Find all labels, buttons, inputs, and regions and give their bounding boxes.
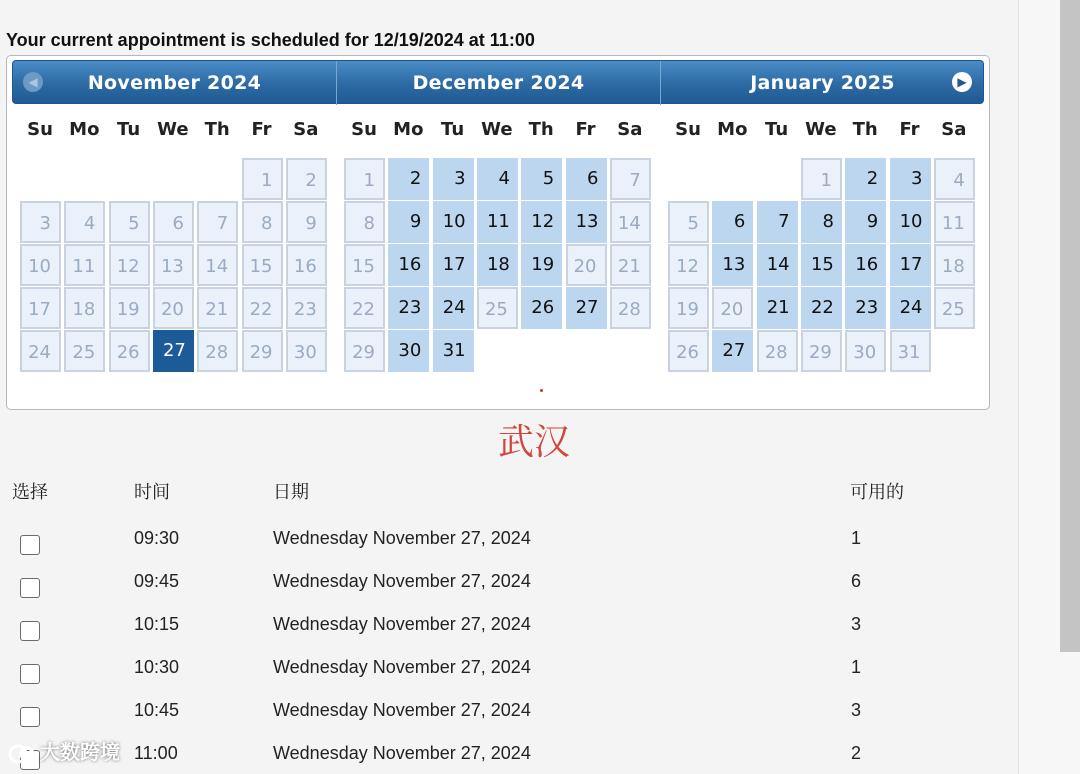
calendar-day[interactable]: 2	[388, 158, 429, 200]
calendar-day[interactable]: 18	[477, 244, 518, 286]
weekday-header-mo: Mo	[69, 119, 100, 140]
calendar-day[interactable]: 10	[433, 201, 474, 243]
weekday-header-we: We	[805, 119, 837, 140]
timeslot-available-count: 1	[851, 528, 862, 548]
calendar-day[interactable]: 11	[477, 201, 518, 243]
calendar-day: 3	[20, 201, 61, 243]
timeslot-time: 10:30	[134, 657, 180, 677]
weekday-header-su: Su	[351, 119, 377, 140]
weekday-header-tu: Tu	[117, 119, 141, 140]
timeslot-date: Wednesday November 27, 2024	[273, 571, 531, 591]
chevron-left-icon: ◀	[28, 75, 38, 89]
timeslot-checkbox[interactable]	[20, 578, 40, 598]
weekday-header-th: Th	[204, 119, 230, 140]
calendar-day: 28	[197, 330, 238, 372]
weekday-header-su: Su	[675, 119, 701, 140]
calendar-day: 18	[64, 287, 105, 329]
calendar-day: 29	[801, 330, 842, 372]
month-title-november: November 2024	[87, 72, 262, 94]
weekday-header-fr: Fr	[251, 119, 272, 140]
calendar-day: 23	[286, 287, 327, 329]
current-appointment-text: Your current appointment is scheduled for 12/19/2024 at 11:00	[6, 30, 535, 50]
calendar-day: 25	[477, 287, 518, 329]
calendar-day: 25	[64, 330, 105, 372]
calendar-day: 6	[153, 201, 194, 243]
column-header-select: 选择	[12, 482, 48, 503]
calendar-day: 21	[610, 244, 651, 286]
calendar-day: 2	[286, 158, 327, 200]
calendar-day: 26	[668, 330, 709, 372]
timeslot-row	[0, 518, 1000, 561]
timeslot-available-count: 3	[851, 614, 862, 634]
timeslot-checkbox[interactable]	[20, 535, 40, 555]
calendar-day: 30	[286, 330, 327, 372]
calendar-day: 10	[20, 244, 61, 286]
calendar-day[interactable]: 27	[153, 330, 194, 372]
column-header-date: 日期	[273, 482, 309, 503]
calendar-day: 9	[286, 201, 327, 243]
watermark-text: 大数跨境	[40, 740, 120, 764]
calendar-day: 24	[20, 330, 61, 372]
calendar-day[interactable]: 10	[890, 201, 931, 243]
calendar-day[interactable]: 3	[890, 158, 931, 200]
weekday-header-su: Su	[27, 119, 53, 140]
calendar-day[interactable]: 27	[566, 287, 607, 329]
calendar-day[interactable]: 6	[712, 201, 753, 243]
calendar-day[interactable]: 9	[388, 201, 429, 243]
calendar-day: 30	[845, 330, 886, 372]
calendar-day: 17	[20, 287, 61, 329]
calendar-day: 15	[344, 244, 385, 286]
calendar-day: 11	[64, 244, 105, 286]
calendar-day: 20	[566, 244, 607, 286]
calendar-day[interactable]: 21	[757, 287, 798, 329]
calendar-day[interactable]: 13	[712, 244, 753, 286]
calendar-day: 19	[668, 287, 709, 329]
calendar-day[interactable]: 9	[845, 201, 886, 243]
calendar-day[interactable]: 17	[433, 244, 474, 286]
calendar-day: 13	[153, 244, 194, 286]
timeslot-time: 09:30	[134, 528, 180, 548]
calendar-header	[12, 60, 984, 104]
calendar-day[interactable]: 22	[801, 287, 842, 329]
calendar-day[interactable]: 14	[757, 244, 798, 286]
calendar-day: 20	[153, 287, 194, 329]
weekday-header-sa: Sa	[941, 119, 967, 140]
calendar-day: 28	[757, 330, 798, 372]
calendar-day: 14	[197, 244, 238, 286]
calendar-day[interactable]: 19	[521, 244, 562, 286]
weekday-header-tu: Tu	[441, 119, 465, 140]
calendar-day: 8	[242, 201, 283, 243]
calendar-day[interactable]: 13	[566, 201, 607, 243]
calendar-day: 1	[344, 158, 385, 200]
timeslot-time: 10:15	[134, 614, 180, 634]
weekday-header-fr: Fr	[899, 119, 920, 140]
calendar-day[interactable]: 4	[477, 158, 518, 200]
city-label: 武汉	[498, 422, 571, 463]
timeslot-time: 10:45	[134, 700, 180, 720]
timeslot-checkbox[interactable]	[20, 664, 40, 684]
calendar-day: 5	[109, 201, 150, 243]
weekday-header-tu: Tu	[765, 119, 789, 140]
calendar-day[interactable]: 31	[433, 330, 474, 372]
timeslot-row	[0, 647, 1000, 690]
calendar-day: 12	[668, 244, 709, 286]
chevron-right-icon: ▶	[957, 75, 967, 89]
calendar-day: 25	[934, 287, 975, 329]
watermark-logo-icon	[8, 742, 36, 766]
watermark	[8, 736, 120, 770]
timeslot-date: Wednesday November 27, 2024	[273, 657, 531, 677]
timeslot-row	[0, 733, 1000, 774]
weekday-header-mo: Mo	[717, 119, 748, 140]
timeslot-available-count: 1	[851, 657, 862, 677]
calendar-day: 4	[934, 158, 975, 200]
timeslot-date: Wednesday November 27, 2024	[273, 528, 531, 548]
calendar-day: 15	[242, 244, 283, 286]
timeslot-row	[0, 690, 1000, 733]
weekday-header-sa: Sa	[293, 119, 319, 140]
decorative-dot	[540, 389, 543, 392]
month-title-december: December 2024	[412, 72, 585, 94]
calendar-day: 29	[344, 330, 385, 372]
calendar-day[interactable]: 16	[845, 244, 886, 286]
calendar-day[interactable]: 16	[388, 244, 429, 286]
weekday-header-mo: Mo	[393, 119, 424, 140]
calendar-day: 29	[242, 330, 283, 372]
calendar-day: 19	[109, 287, 150, 329]
calendar-day: 26	[109, 330, 150, 372]
calendar-day: 8	[344, 201, 385, 243]
calendar-day: 31	[890, 330, 931, 372]
weekday-header-sa: Sa	[617, 119, 643, 140]
timeslot-checkbox[interactable]	[20, 707, 40, 727]
weekday-header-we: We	[481, 119, 513, 140]
calendar-day[interactable]: 6	[566, 158, 607, 200]
timeslot-checkbox[interactable]	[20, 621, 40, 641]
calendar-day: 22	[242, 287, 283, 329]
timeslot-time: 09:45	[134, 571, 180, 591]
calendar-day[interactable]: 7	[757, 201, 798, 243]
calendar-day[interactable]: 26	[521, 287, 562, 329]
weekday-header-th: Th	[852, 119, 878, 140]
calendar-day[interactable]: 17	[890, 244, 931, 286]
calendar-day: 14	[610, 201, 651, 243]
calendar-day[interactable]: 30	[388, 330, 429, 372]
calendar-day: 11	[934, 201, 975, 243]
timeslot-row	[0, 561, 1000, 604]
timeslot-time: 11:00	[134, 743, 178, 763]
timeslot-available-count: 6	[851, 571, 862, 591]
scrollbar-thumb[interactable]	[1060, 0, 1080, 652]
timeslot-date: Wednesday November 27, 2024	[273, 614, 531, 634]
timeslot-date: Wednesday November 27, 2024	[273, 743, 531, 763]
calendar-day: 1	[242, 158, 283, 200]
calendar-day[interactable]: 2	[845, 158, 886, 200]
timeslot-row	[0, 604, 1000, 647]
calendar-day[interactable]: 27	[712, 330, 753, 372]
next-month-button[interactable]	[952, 72, 972, 92]
timeslot-available-count: 2	[851, 743, 862, 763]
calendar-day: 16	[286, 244, 327, 286]
calendar-day: 28	[610, 287, 651, 329]
calendar-day[interactable]: 12	[521, 201, 562, 243]
calendar-day: 22	[344, 287, 385, 329]
timeslot-date: Wednesday November 27, 2024	[273, 700, 531, 720]
calendar-day[interactable]: 24	[433, 287, 474, 329]
calendar-day: 18	[934, 244, 975, 286]
calendar-day: 1	[801, 158, 842, 200]
month-title-january: January 2025	[750, 72, 895, 94]
weekday-header-th: Th	[528, 119, 554, 140]
calendar-day[interactable]: 5	[521, 158, 562, 200]
weekday-header-fr: Fr	[575, 119, 596, 140]
column-header-available: 可用的	[850, 482, 904, 503]
calendar-day[interactable]: 8	[801, 201, 842, 243]
calendar-day: 21	[197, 287, 238, 329]
weekday-header-we: We	[157, 119, 189, 140]
calendar-day: 7	[610, 158, 651, 200]
calendar-day: 4	[64, 201, 105, 243]
calendar-day[interactable]: 23	[845, 287, 886, 329]
calendar-day: 5	[668, 201, 709, 243]
calendar-day: 20	[712, 287, 753, 329]
timeslot-available-count: 3	[851, 700, 862, 720]
calendar-day[interactable]: 24	[890, 287, 931, 329]
calendar-day: 12	[109, 244, 150, 286]
calendar-day[interactable]: 15	[801, 244, 842, 286]
calendar-day[interactable]: 3	[433, 158, 474, 200]
column-header-time: 时间	[134, 482, 170, 503]
calendar-day[interactable]: 23	[388, 287, 429, 329]
calendar-day: 7	[197, 201, 238, 243]
